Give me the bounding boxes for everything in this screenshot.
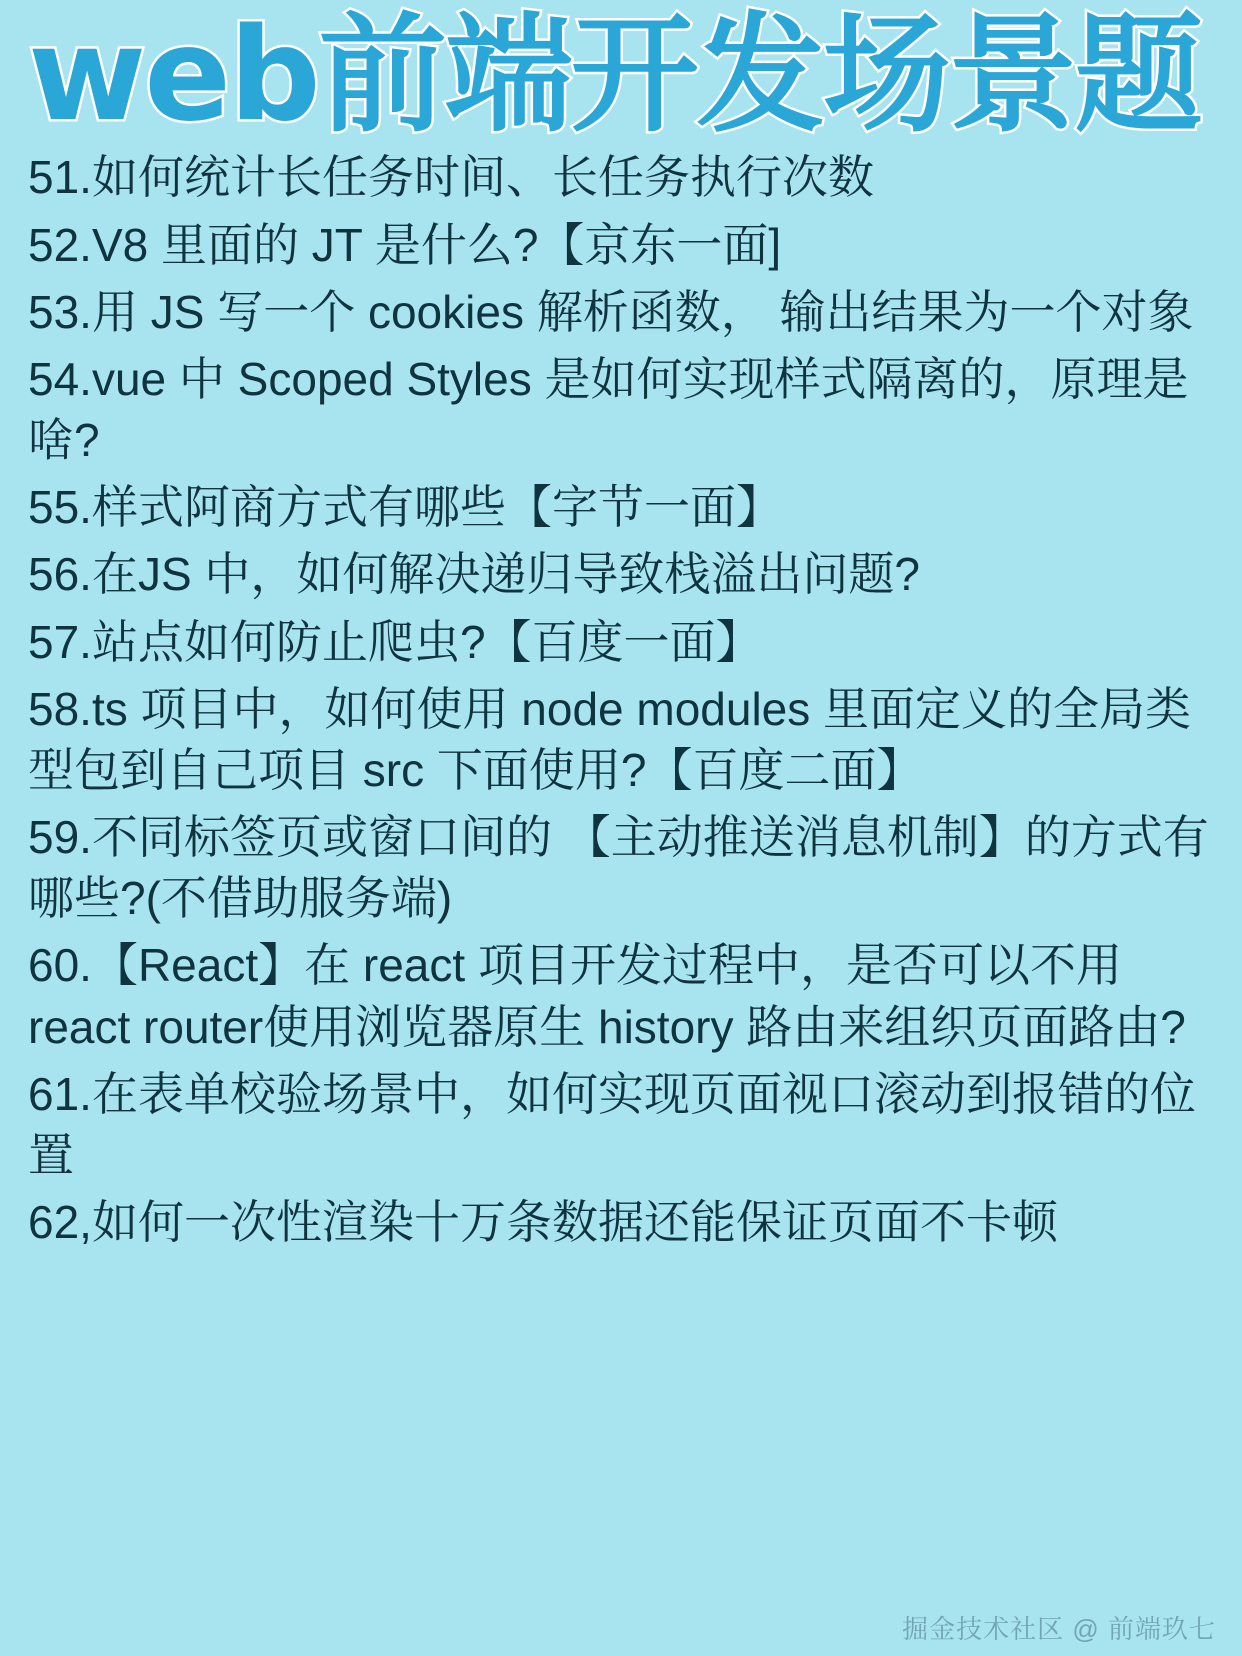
list-item: 52.V8 里面的 JT 是什么?【京东一面]: [28, 218, 782, 271]
list-item: 59.不同标签页或窗口间的 【主动推送消息机制】的方式有哪些?(不借助服务端): [28, 811, 1209, 925]
watermark-text: 掘金技术社区 @ 前端玖七: [902, 1614, 1216, 1644]
list-item: 55.样式阿商方式有哪些【字节一面】: [28, 481, 782, 534]
list-item: 57.站点如何防止爬虫?【百度一面】: [28, 615, 762, 668]
question-list: [28, 147, 1214, 1253]
list-item: 54.vue 中 Scoped Styles 是如何实现样式隔离的，原理是啥?: [28, 352, 1189, 467]
page-title: web前端开发场景题: [28, 1, 1201, 150]
list-item: 56.在JS 中，如何解决递归导致栈溢出问题?: [28, 548, 920, 601]
list-item: 60.【React】在 react 项目开发过程中，是否可以不用 react router使用浏览器原生 history 路由来组织页面路由?: [28, 939, 1186, 1053]
list-item: 62,如何一次性渲染十万条数据还能保证页面不卡顿: [28, 1196, 1058, 1249]
list-item: 61.在表单校验场景中，如何实现页面视口滚动到报错的位置: [28, 1067, 1196, 1181]
list-item: 51.如何统计长任务时间、长任务执行次数: [28, 151, 874, 204]
bottom-edge: [0, 1646, 1242, 1656]
list-item: 53.用 JS 写一个 cookies 解析函数， 输出结果为一个对象: [28, 285, 1194, 338]
list-item: 58.ts 项目中，如何使用 node modules 里面定义的全局类型包到自己项目 src 下面使用?【百度二面】: [28, 682, 1192, 796]
